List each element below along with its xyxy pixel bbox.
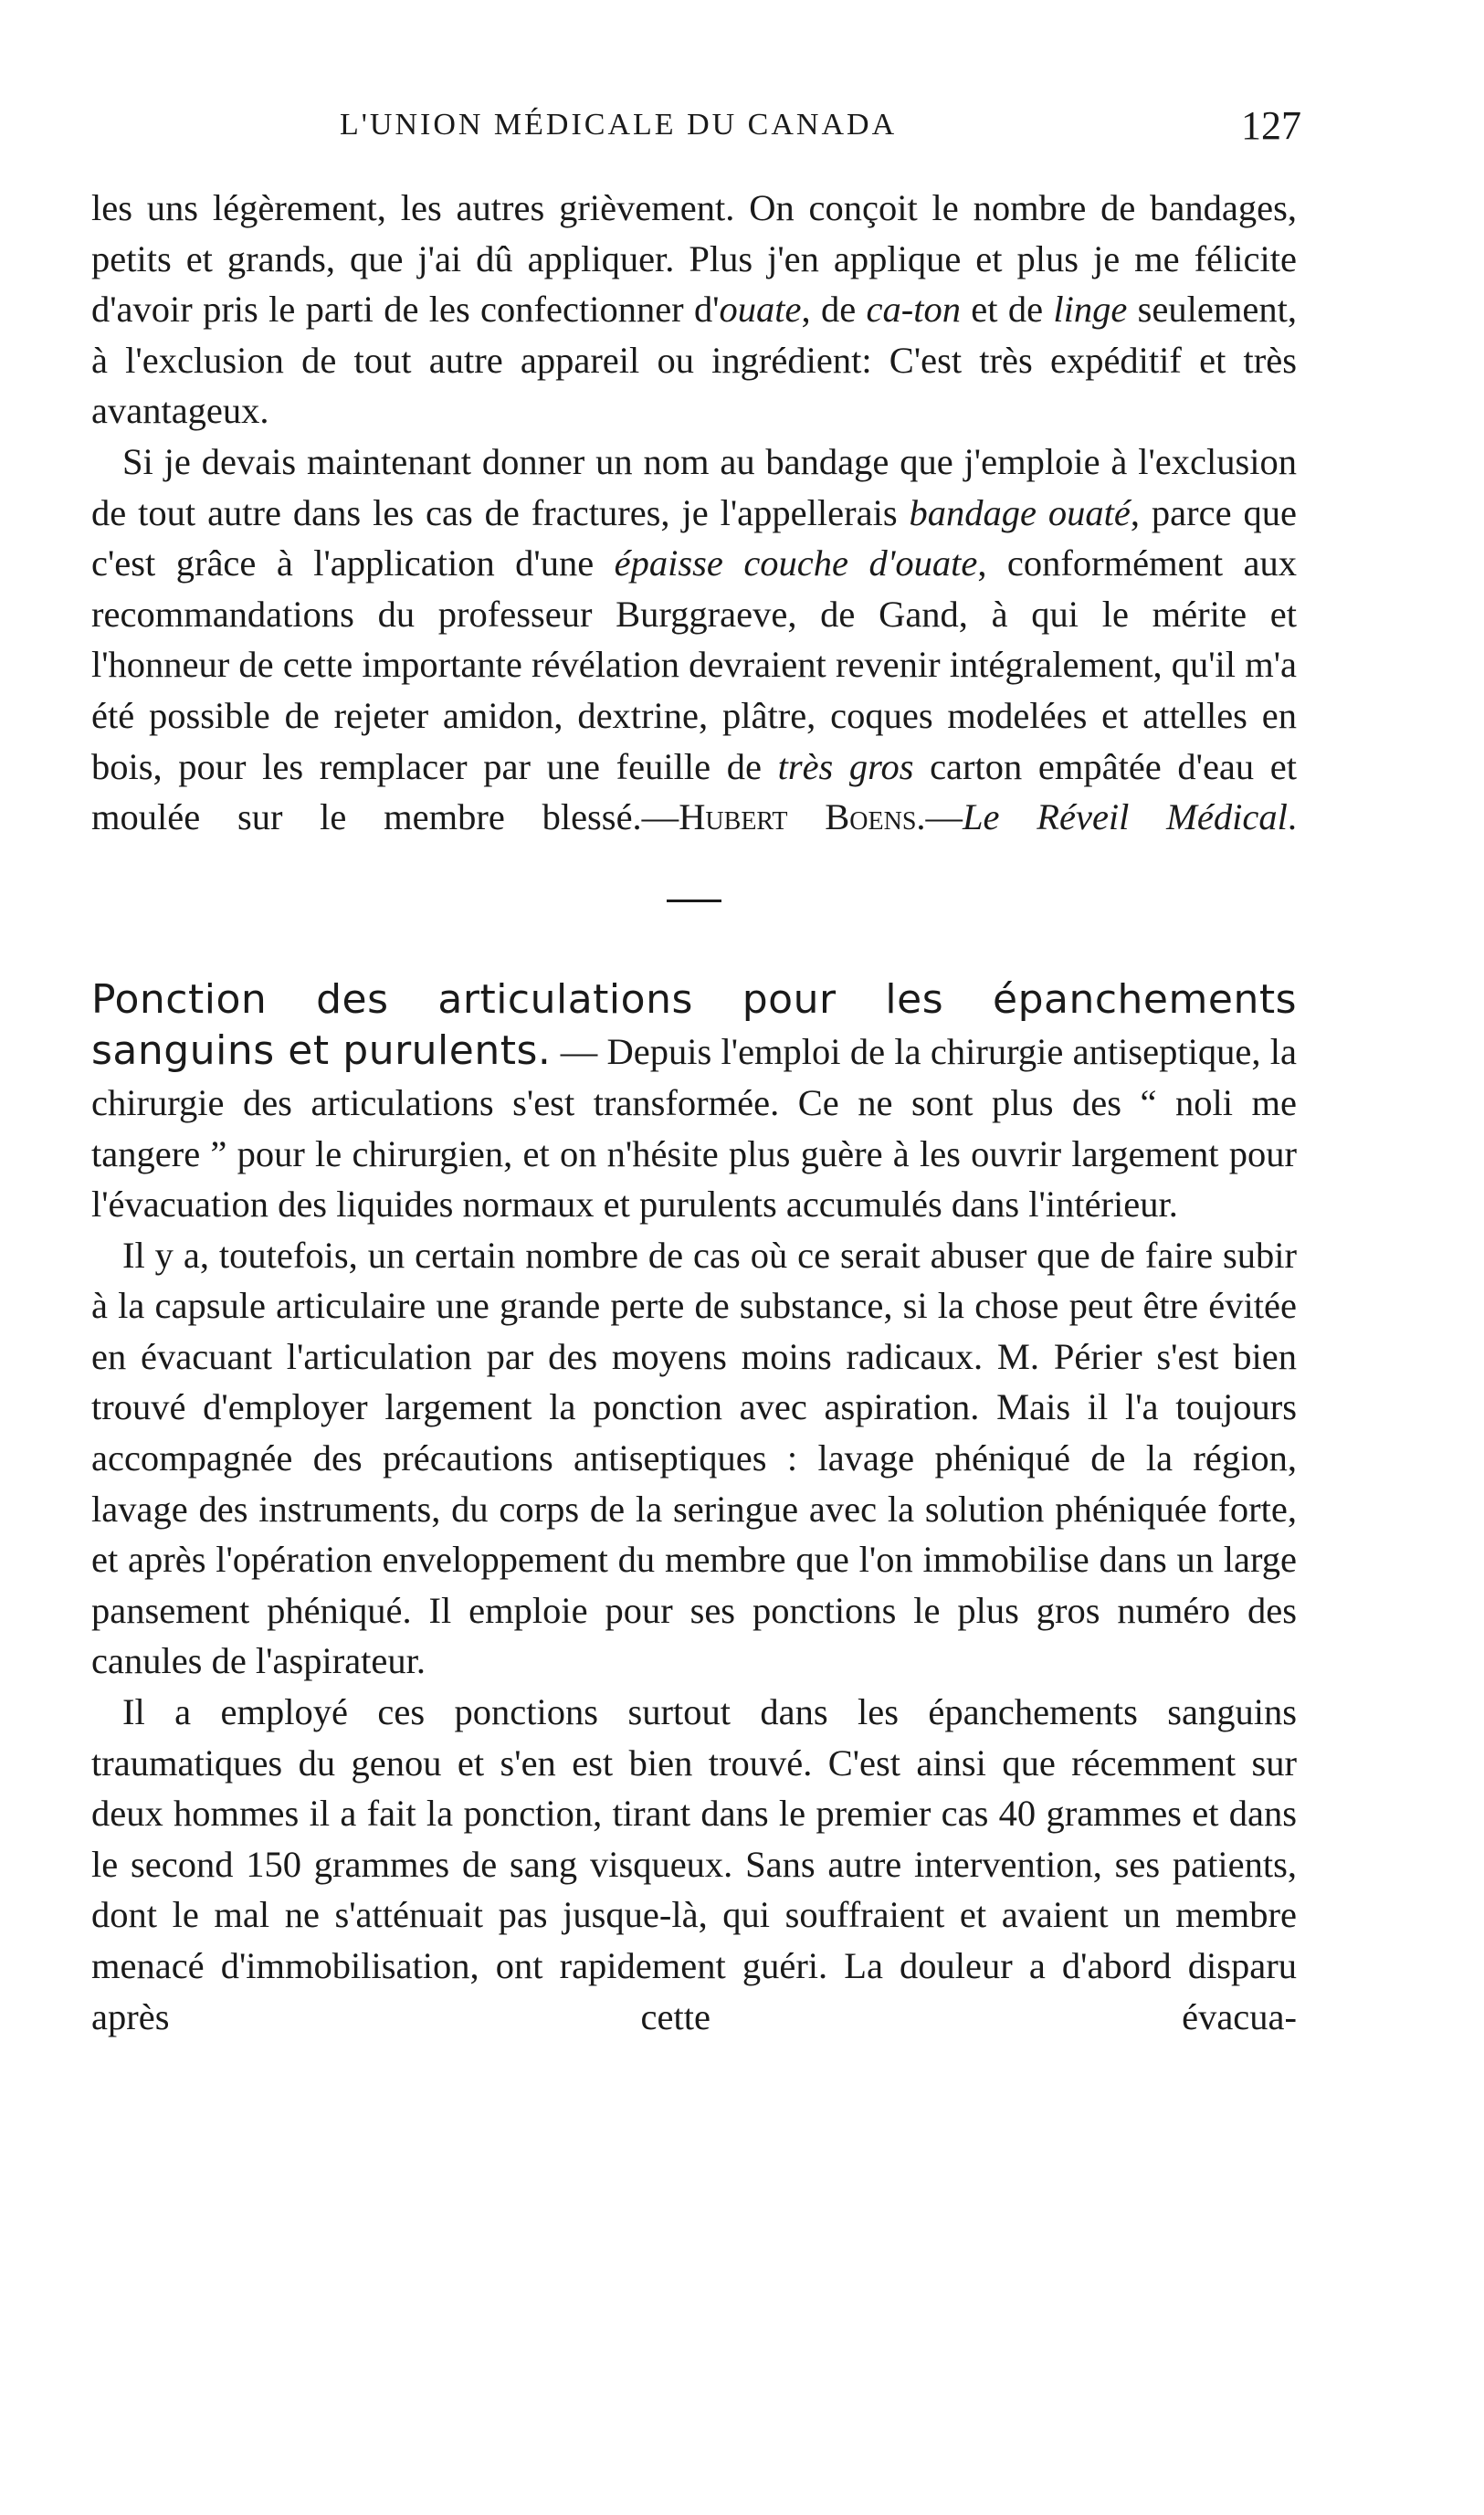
italic-term-bandage-ouate: bandage ouaté <box>909 491 1131 533</box>
text-run: Si je devais maintenant donner un nom au bandage que j'emploie à l'exclusion de tout autre dans les cas de fractures, je l'appellerais <box>91 440 1297 533</box>
text-run: les uns légèrement, les autres grièvement. On conçoit le nombre de bandages, petits et grands, que j'ai dû appliquer. Plus j'en applique et plus je me félicite d'avoir pris le parti de les confectionner d' <box>91 187 1297 331</box>
text-run: et de <box>960 289 1054 331</box>
text-run: , parce que c'est grâce à l'application d'une <box>91 491 1297 584</box>
italic-term-ouate: ouate <box>719 289 802 331</box>
prev-article-paragraph-2 <box>91 437 1297 843</box>
author-name: Hubert Boens <box>679 796 917 838</box>
prev-article-paragraph-1 <box>91 183 1297 437</box>
italic-term-couche: épaisse couche d'ouate <box>614 542 978 584</box>
text-run: seulement, à l'exclusion de tout autre appareil ou ingrédient: C'est très expéditif et très avantageux. <box>91 289 1297 432</box>
text-run: Depuis l'emploi de la chirurgie antiseptique, la chirurgie des articulations s'est transformée. Ce ne sont plus des “ noli me tangere ” pour le chirurgien, et on n'hésite plus guère à les ouvrir largement pour l'évacuation des liquides normaux et purulents accumulés dans l'intérieur. <box>91 1031 1297 1226</box>
text-run: carton empâtée d'eau et moulée sur le membre blessé.— <box>91 745 1297 838</box>
italic-term-coton: ca-ton <box>866 289 961 331</box>
italic-term-tres-gros: très gros <box>777 745 914 787</box>
italic-term-linge: linge <box>1053 289 1128 331</box>
title-dash: — <box>551 1031 607 1073</box>
running-head <box>91 103 1301 163</box>
article-paragraph-1 <box>91 974 1297 1230</box>
section-separator <box>667 900 721 902</box>
text-run: , de <box>801 289 867 331</box>
text-run: .— <box>916 796 963 838</box>
text-run: , conformément aux recommandations du professeur Burggraeve, de Gand, à qui le mérite et l'honneur de cette importante révélation devraient revenir intégralement, qu'il m'a été possible de rejeter amidon, dextrine, plâtre, coques modelées et attelles en bois, pour les remplacer par une feuille de <box>91 542 1297 787</box>
running-title: L'UNION MÉDICALE DU CANADA <box>340 108 898 142</box>
page-number: 127 <box>1241 103 1301 148</box>
source-journal: Le Réveil Médical <box>963 796 1288 838</box>
article-paragraph-3: Il a employé ces ponctions surtout dans les épanchements sanguins traumatiques du genou et s'en est bien trouvé. C'est ainsi que récemment sur deux hommes il a fait la ponction, tirant dans le premier cas 40 grammes et dans le second 150 grammes de sang visqueux. Sans autre intervention, ses patients, dont le mal ne s'atténuait pas jusque-là, qui souffraient et avaient un membre menacé d'immobilisation, ont rapidement guéri. La douleur a d'abord disparu après cette évacua- <box>91 1691 1297 2037</box>
article-title: Ponction des articulations pour les épanchements sanguins et purulents. <box>91 975 1297 1075</box>
article-paragraph-2: Il y a, toutefois, un certain nombre de cas où ce serait abuser que de faire subir à la capsule articulaire une grande perte de substance, si la chose peut être évitée en évacuant l'articulation par des moyens moins radicaux. M. Périer s'est bien trouvé d'employer largement la ponction avec aspiration. Mais il l'a toujours accompagnée des précautions antiseptiques : lavage phéniqué de la région, lavage des instruments, du corps de la seringue avec la solution phéniquée forte, et après l'opération enveloppement du membre que l'on immobilise dans un large pansement phéniqué. Il emploie pour ses ponctions le plus gros numéro des canules de l'aspirateur. <box>91 1234 1297 1682</box>
text-block <box>91 183 1297 2042</box>
text-run: . <box>1287 796 1297 838</box>
